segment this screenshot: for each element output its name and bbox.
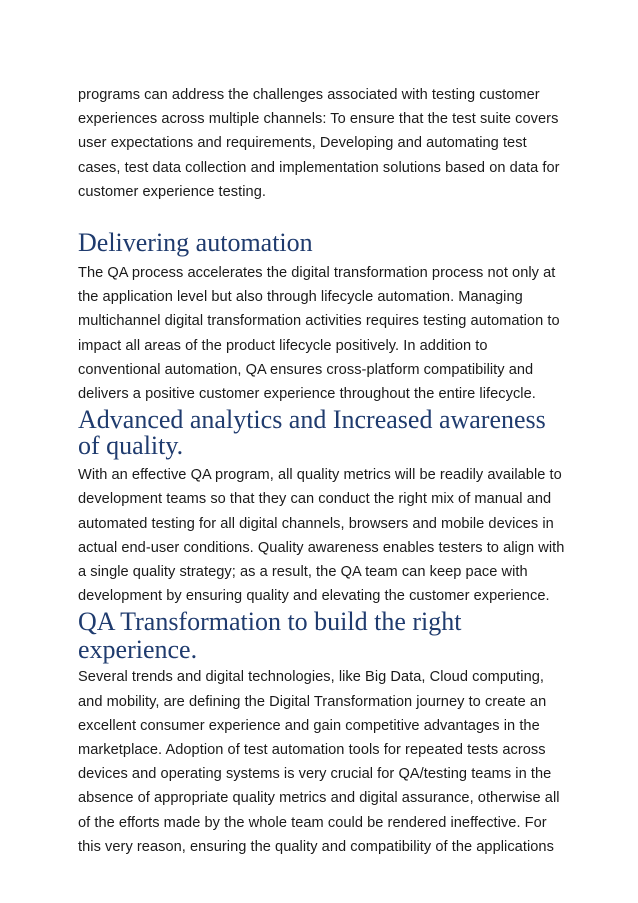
section-body-delivering-automation: The QA process accelerates the digital transformation process not only at the application level but also through lifecycle automation. Managing multichannel digital transformation activities requires testing automation to impact all areas of the product lifecycle positively. In addition to conventional automation, QA ensures cross-platform compatibility and delivers a positive customer experience throughout the entire lifecycle. [78,265,560,403]
section-body-advanced-analytics: With an effective QA program, all quality metrics will be readily available to development teams so that they can conduct the right mix of manual and automated testing for all digital channels, browsers and mobile devices in actual end-user conditions. Quality awareness enables testers to align with a single quality strategy; as a result, the QA team can keep pace with development by ensuring quality and elevating the customer experience. [78,467,565,605]
section-heading-delivering-automation: Delivering automation [78,228,313,258]
section-body-qa-transformation: Several trends and digital technologies, like Big Data, Cloud computing, and mobility, are defining the Digital Transformation journey to create an excellent consumer experience and gain competitive advantages in the marketplace. Adoption of test automation tools for repeated tests across devices and operating systems is very crucial for QA/testing teams in the absence of appropriate quality metrics and digital assurance, otherwise all of the efforts made by the whole team could be rendered ineffective. For this very reason, ensuring the quality and compatibility of the applications [78,669,560,855]
document-page [78,83,566,859]
intro-paragraph: programs can address the challenges associated with testing customer experiences across multiple channels: To ensure that the test suite covers user expectations and requirements, Developing and automating test cases, test data collection and implementation solutions based on data for customer experience testing. [78,87,560,200]
section-heading-qa-transformation: QA Transformation to build the right experience. [78,607,462,665]
section-heading-advanced-analytics: Advanced analytics and Increased awareness of quality. [78,405,546,461]
